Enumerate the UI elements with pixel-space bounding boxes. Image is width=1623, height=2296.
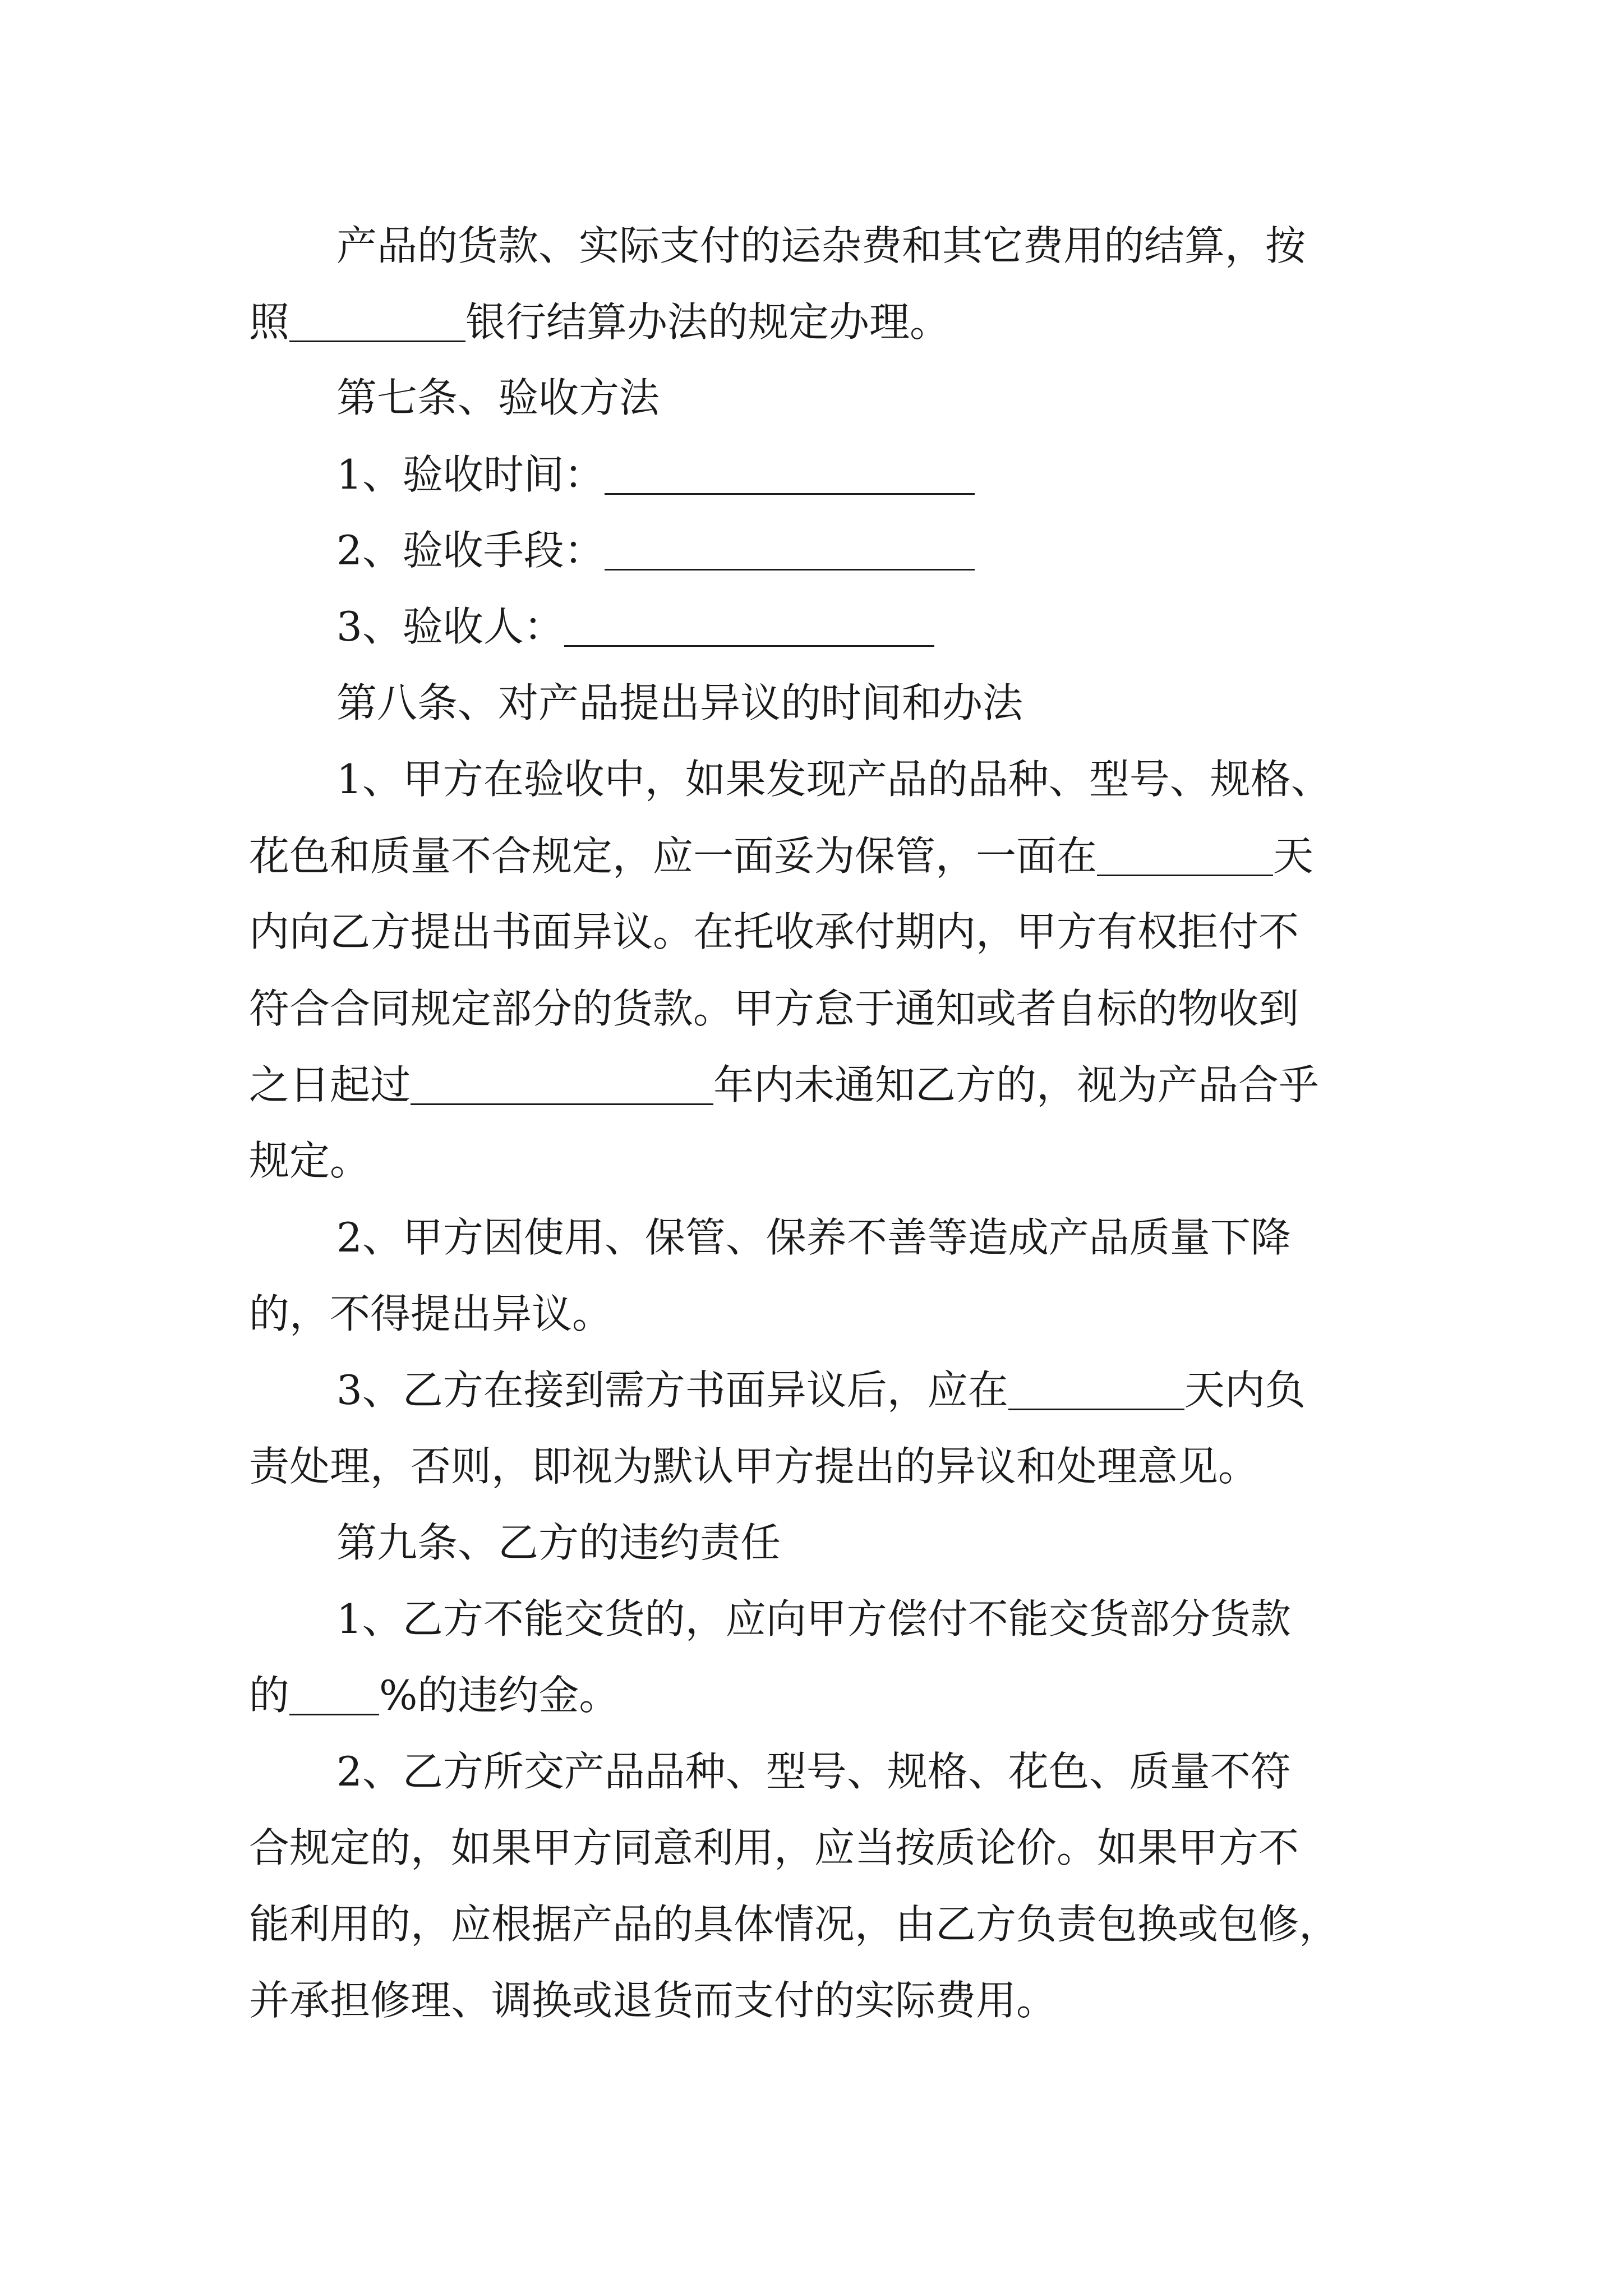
paragraph-line — [249, 298, 951, 346]
text: 花色和质量不合规定，应一面妥为保管，一面在 — [249, 832, 1098, 880]
paragraph-line — [249, 832, 1314, 880]
fill-in-blank[interactable] — [605, 532, 975, 570]
list-item — [336, 451, 975, 498]
list-item — [336, 603, 934, 650]
fill-in-blank[interactable] — [411, 1066, 713, 1105]
text: 2、乙方所交产品品种、型号、规格、花色、质量不符 — [336, 1748, 1291, 1795]
paragraph-line — [249, 1290, 613, 1337]
text: 照 — [249, 298, 290, 346]
text: 责处理，否则，即视为默认甲方提出的异议和处理意见。 — [249, 1443, 1259, 1490]
text: 的 — [249, 1672, 290, 1719]
fill-in-blank[interactable] — [289, 1677, 379, 1715]
fill-in-blank[interactable] — [1097, 838, 1273, 876]
section-heading — [336, 374, 660, 421]
text: 2、验收手段： — [336, 527, 605, 574]
paragraph-line — [249, 1137, 371, 1184]
section-heading — [336, 679, 1023, 726]
text: 1、乙方不能交货的，应向甲方偿付不能交货部分货款 — [336, 1595, 1291, 1642]
text: 符合合同规定部分的货款。甲方怠于通知或者自标的物收到 — [249, 985, 1299, 1032]
text: 能利用的，应根据产品的具体情况，由乙方负责包换或包修， — [249, 1901, 1340, 1948]
fill-in-blank[interactable] — [289, 303, 465, 342]
text: 天内负 — [1184, 1366, 1306, 1414]
paragraph-line — [249, 1824, 1299, 1871]
paragraph-line — [249, 1672, 620, 1719]
paragraph-line — [336, 1595, 1291, 1642]
text: 合规定的，如果甲方同意利用，应当按质论价。如果甲方不 — [249, 1824, 1299, 1871]
paragraph-line — [249, 985, 1299, 1032]
text: 2、甲方因使用、保管、保养不善等造成产品质量下降 — [336, 1214, 1291, 1261]
text: 银行结算办法的规定办理。 — [465, 298, 951, 346]
text: 天 — [1273, 832, 1314, 880]
text: 3、乙方在接到需方书面异议后，应在 — [336, 1366, 1008, 1414]
section-heading — [336, 1519, 781, 1566]
fill-in-blank[interactable] — [564, 608, 934, 647]
text: 之日起过 — [249, 1061, 411, 1108]
text: 规定。 — [249, 1137, 371, 1184]
fill-in-blank[interactable] — [1008, 1372, 1184, 1410]
paragraph-line — [249, 1061, 1320, 1108]
text: 3、验收人： — [336, 603, 564, 650]
paragraph-line — [336, 1748, 1291, 1795]
paragraph-line — [336, 222, 1306, 269]
text: 产品的货款、实际支付的运杂费和其它费用的结算，按 — [336, 222, 1306, 269]
text: 内向乙方提出书面异议。在托收承付期内，甲方有权拒付不 — [249, 908, 1299, 955]
fill-in-blank[interactable] — [605, 456, 975, 495]
text: 并承担修理、调换或退货而支付的实际费用。 — [249, 1977, 1057, 2024]
text: 第八条、对产品提出异议的时间和办法 — [336, 679, 1023, 726]
paragraph-line — [336, 756, 1331, 803]
paragraph-line — [249, 908, 1299, 955]
paragraph-line — [336, 1366, 1306, 1414]
text: 第七条、验收方法 — [336, 374, 660, 421]
paragraph-line — [249, 1901, 1340, 1948]
text: 年内未通知乙方的，视为产品合乎 — [713, 1061, 1320, 1108]
text: 第九条、乙方的违约责任 — [336, 1519, 781, 1566]
paragraph-line — [249, 1443, 1259, 1490]
text: 的，不得提出异议。 — [249, 1290, 613, 1337]
paragraph-line — [249, 1977, 1057, 2024]
text: 1、甲方在验收中，如果发现产品的品种、型号、规格、 — [336, 756, 1331, 803]
text: %的违约金。 — [379, 1672, 620, 1719]
text: 1、验收时间： — [336, 451, 605, 498]
paragraph-line — [336, 1214, 1291, 1261]
list-item — [336, 527, 975, 574]
